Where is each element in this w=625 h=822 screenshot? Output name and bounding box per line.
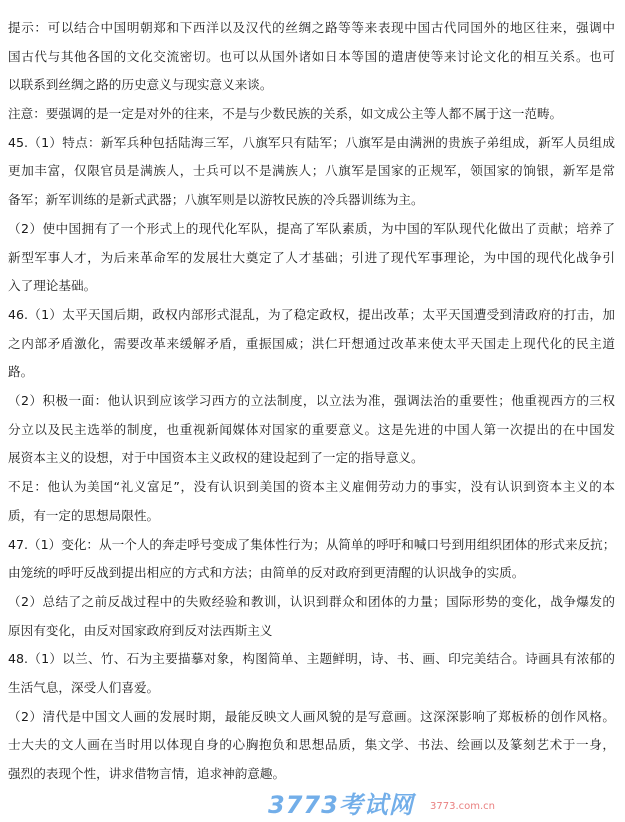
paragraph [8, 703, 615, 789]
paragraph [8, 100, 615, 129]
paragraph [8, 215, 615, 301]
text-line: （2）总结了之前反战过程中的失败经验和教训，认识到群众和团体的力量；国际形势的变化，战争爆发的 [8, 594, 615, 609]
text-line: 生活气息，深受人们喜爱。 [8, 680, 160, 696]
text-line: 46.（1）太平天国后期，政权内部形式混乱，为了稳定政权，提出改革；太平天国遭受到清政府的打击，加 [8, 307, 615, 322]
paragraph [8, 387, 615, 473]
text-line: 不足：他认为美国“礼义富足”，没有认识到美国的资本主义雇佣劳动力的事实，没有认识到资本主义的本 [8, 479, 615, 495]
text-line: 47.（1）变化：从一个人的奔走呼号变成了集体性行为；从简单的呼吁和喊口号到用组织团体的形式来反抗； [8, 536, 616, 552]
text-line: 45.（1）特点：新军兵种包括陆海三军，八旗军只有陆军；八旗军是由满洲的贵族子弟组成，新军人员组成 [8, 134, 615, 150]
text-line: 国古代与其他各国的文化交流密切。也可以从国外诸如日本等国的遣唐使等来讨论文化的相互关系。也可 [8, 48, 615, 64]
text-line: 路。 [8, 364, 34, 380]
text-line: 以联系到丝绸之路的历史意义与现实意义来谈。 [8, 77, 273, 93]
text-line: 质，有一定的思想局限性。 [8, 507, 160, 523]
paragraph [8, 129, 615, 215]
paragraph [8, 588, 615, 645]
text-line: 士大夫的文人画在当时用以体现自身的心胸抱负和思想品质，集文学、书法、绘画以及篆刻艺术于一身， [8, 737, 615, 753]
paragraph [8, 14, 615, 100]
text-line: 原因有变化，由反对国家政府到反对法西斯主义 [8, 622, 273, 638]
text-line: （2）使中国拥有了一个形式上的现代化军队，提高了军队素质，为中国的军队现代化做出了贡献；培养了 [8, 220, 615, 236]
text-line: 之内部矛盾激化，需要改革来缓解矛盾，重振国威；洪仁玕想通过改革来使太平天国走上现代化的民主道 [8, 335, 615, 351]
watermark-logo: 3773考试网 [268, 791, 414, 819]
text-line: 备军；新军训练的是新式武器；八旗军则是以游牧民族的冷兵器训练为主。 [8, 192, 424, 208]
text-line: 48.（1）以兰、竹、石为主要描摹对象，构图简单、主题鲜明，诗、书、画、印完美结合。诗画具有浓郁的 [8, 651, 615, 667]
text-line: 注意：要强调的是一定是对外的往来，不是与少数民族的关系，如文成公主等人都不属于这一范畴。 [8, 106, 563, 122]
text-line: （2）积极一面：他认识到应该学习西方的立法制度，以立法为准，强调法治的重要性；他重视西方的三权 [8, 393, 615, 409]
paragraph [8, 645, 615, 702]
text-line: 入了理论基础。 [8, 278, 97, 294]
text-line: 更加丰富，仅限官员是满族人，士兵可以不是满族人；八旗军是国家的正规军，领国家的饷银，新军是常 [8, 163, 615, 179]
paragraph [8, 531, 615, 588]
text-line: 分立以及民主选举的制度，也重视新闻媒体对国家的重要意义。这是先进的中国人第一次提出的在中国发 [8, 421, 615, 437]
paragraph [8, 301, 615, 387]
text-line: 由笼统的呼吁反战到提出相应的方式和方法；由简单的反对政府到更清醒的认识战争的实质。 [8, 565, 525, 581]
text-line: 提示：可以结合中国明朝郑和下西洋以及汉代的丝绸之路等等来表现中国古代同国外的地区往来，强调中 [8, 20, 615, 35]
text-line: 强烈的表现个性，讲求借物言情，追求神韵意趣。 [8, 766, 286, 782]
paragraph [8, 473, 615, 530]
text-line: 展资本主义的设想，对于中国资本主义政权的建设起到了一定的指导意义。 [8, 450, 424, 466]
text-line: 新型军事人才，为后来革命军的发展壮大奠定了人才基础；引进了现代军事理论，为中国的现代化战争引 [8, 249, 615, 265]
watermark-url: 3773.com.cn [430, 801, 495, 812]
text-line: （2）清代是中国文人画的发展时期，最能反映文人画风貌的是写意画。这深深影响了郑板桥的创作风格。 [8, 708, 615, 724]
